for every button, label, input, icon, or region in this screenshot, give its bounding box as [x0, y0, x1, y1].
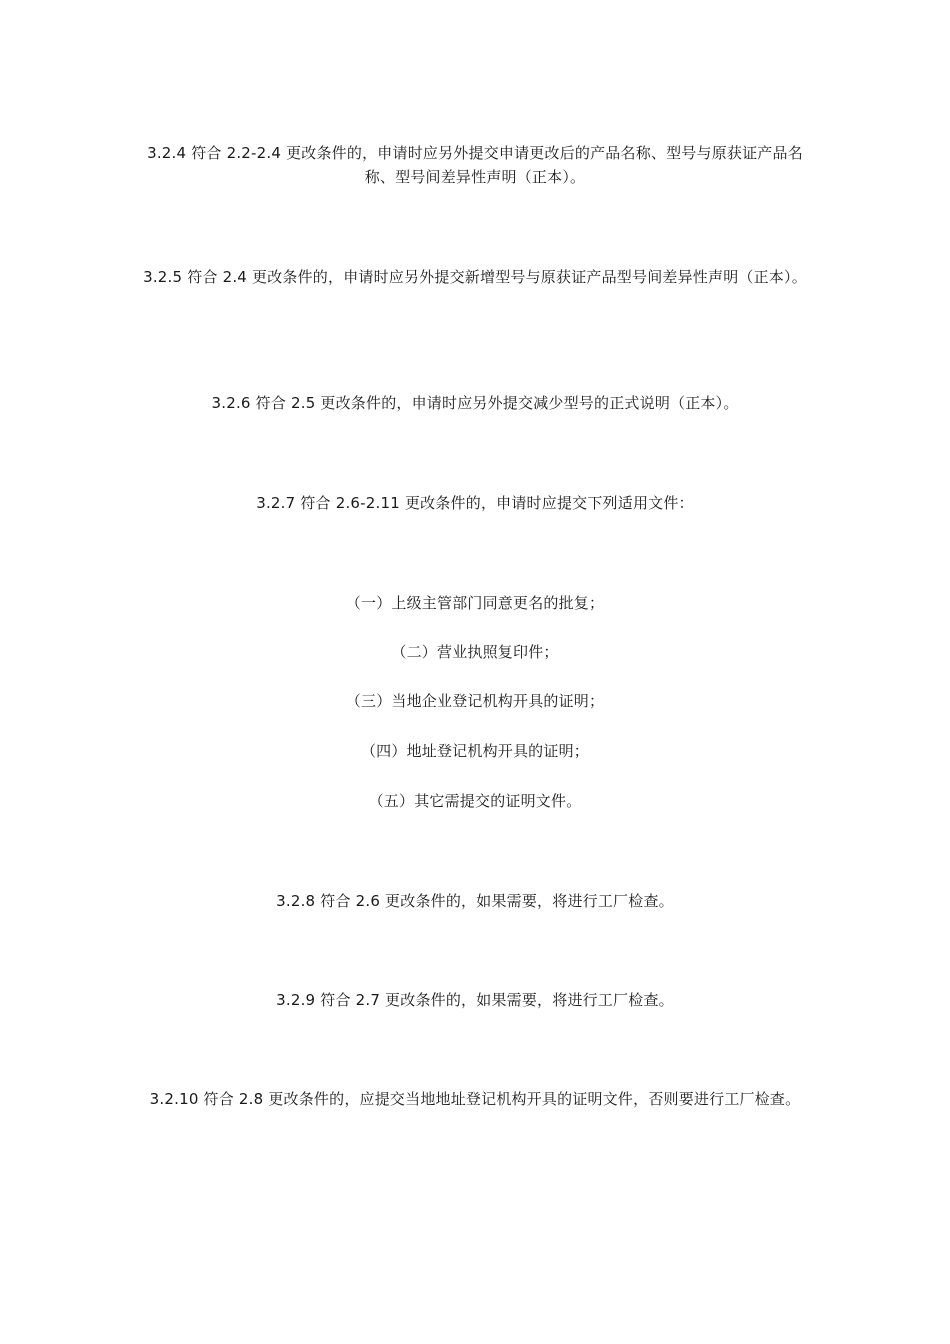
list-item-4: （四）地址登记机构开具的证明；	[360, 742, 589, 760]
paragraph-3-2-8: 3.2.8 符合 2.6 更改条件的，如果需要，将进行工厂检查。	[276, 892, 674, 910]
list-item-2: （二）营业执照复印件；	[391, 643, 559, 661]
paragraph-3-2-6: 3.2.6 符合 2.5 更改条件的，申请时应另外提交减少型号的正式说明（正本）。	[211, 394, 739, 412]
paragraph-3-2-9: 3.2.9 符合 2.7 更改条件的，如果需要，将进行工厂检查。	[276, 991, 674, 1009]
list-item-1: （一）上级主管部门同意更名的批复；	[345, 594, 605, 612]
list-item-5: （五）其它需提交的证明文件。	[368, 792, 582, 810]
paragraph-3-2-5: 3.2.5 符合 2.4 更改条件的，申请时应另外提交新增型号与原获证产品型号间差异性声明（正本）。	[143, 268, 807, 286]
list-item-3: （三）当地企业登记机构开具的证明；	[345, 692, 605, 710]
paragraph-3-2-7: 3.2.7 符合 2.6-2.11 更改条件的，申请时应提交下列适用文件：	[256, 494, 694, 512]
paragraph-3-2-4: 3.2.4 符合 2.2-2.4 更改条件的，申请时应另外提交申请更改后的产品名称、型号与原获证产品名称、型号间差异性声明（正本）。	[147, 144, 803, 186]
paragraph-3-2-10: 3.2.10 符合 2.8 更改条件的，应提交当地地址登记机构开具的证明文件，否则要进行工厂检查。	[149, 1090, 801, 1108]
